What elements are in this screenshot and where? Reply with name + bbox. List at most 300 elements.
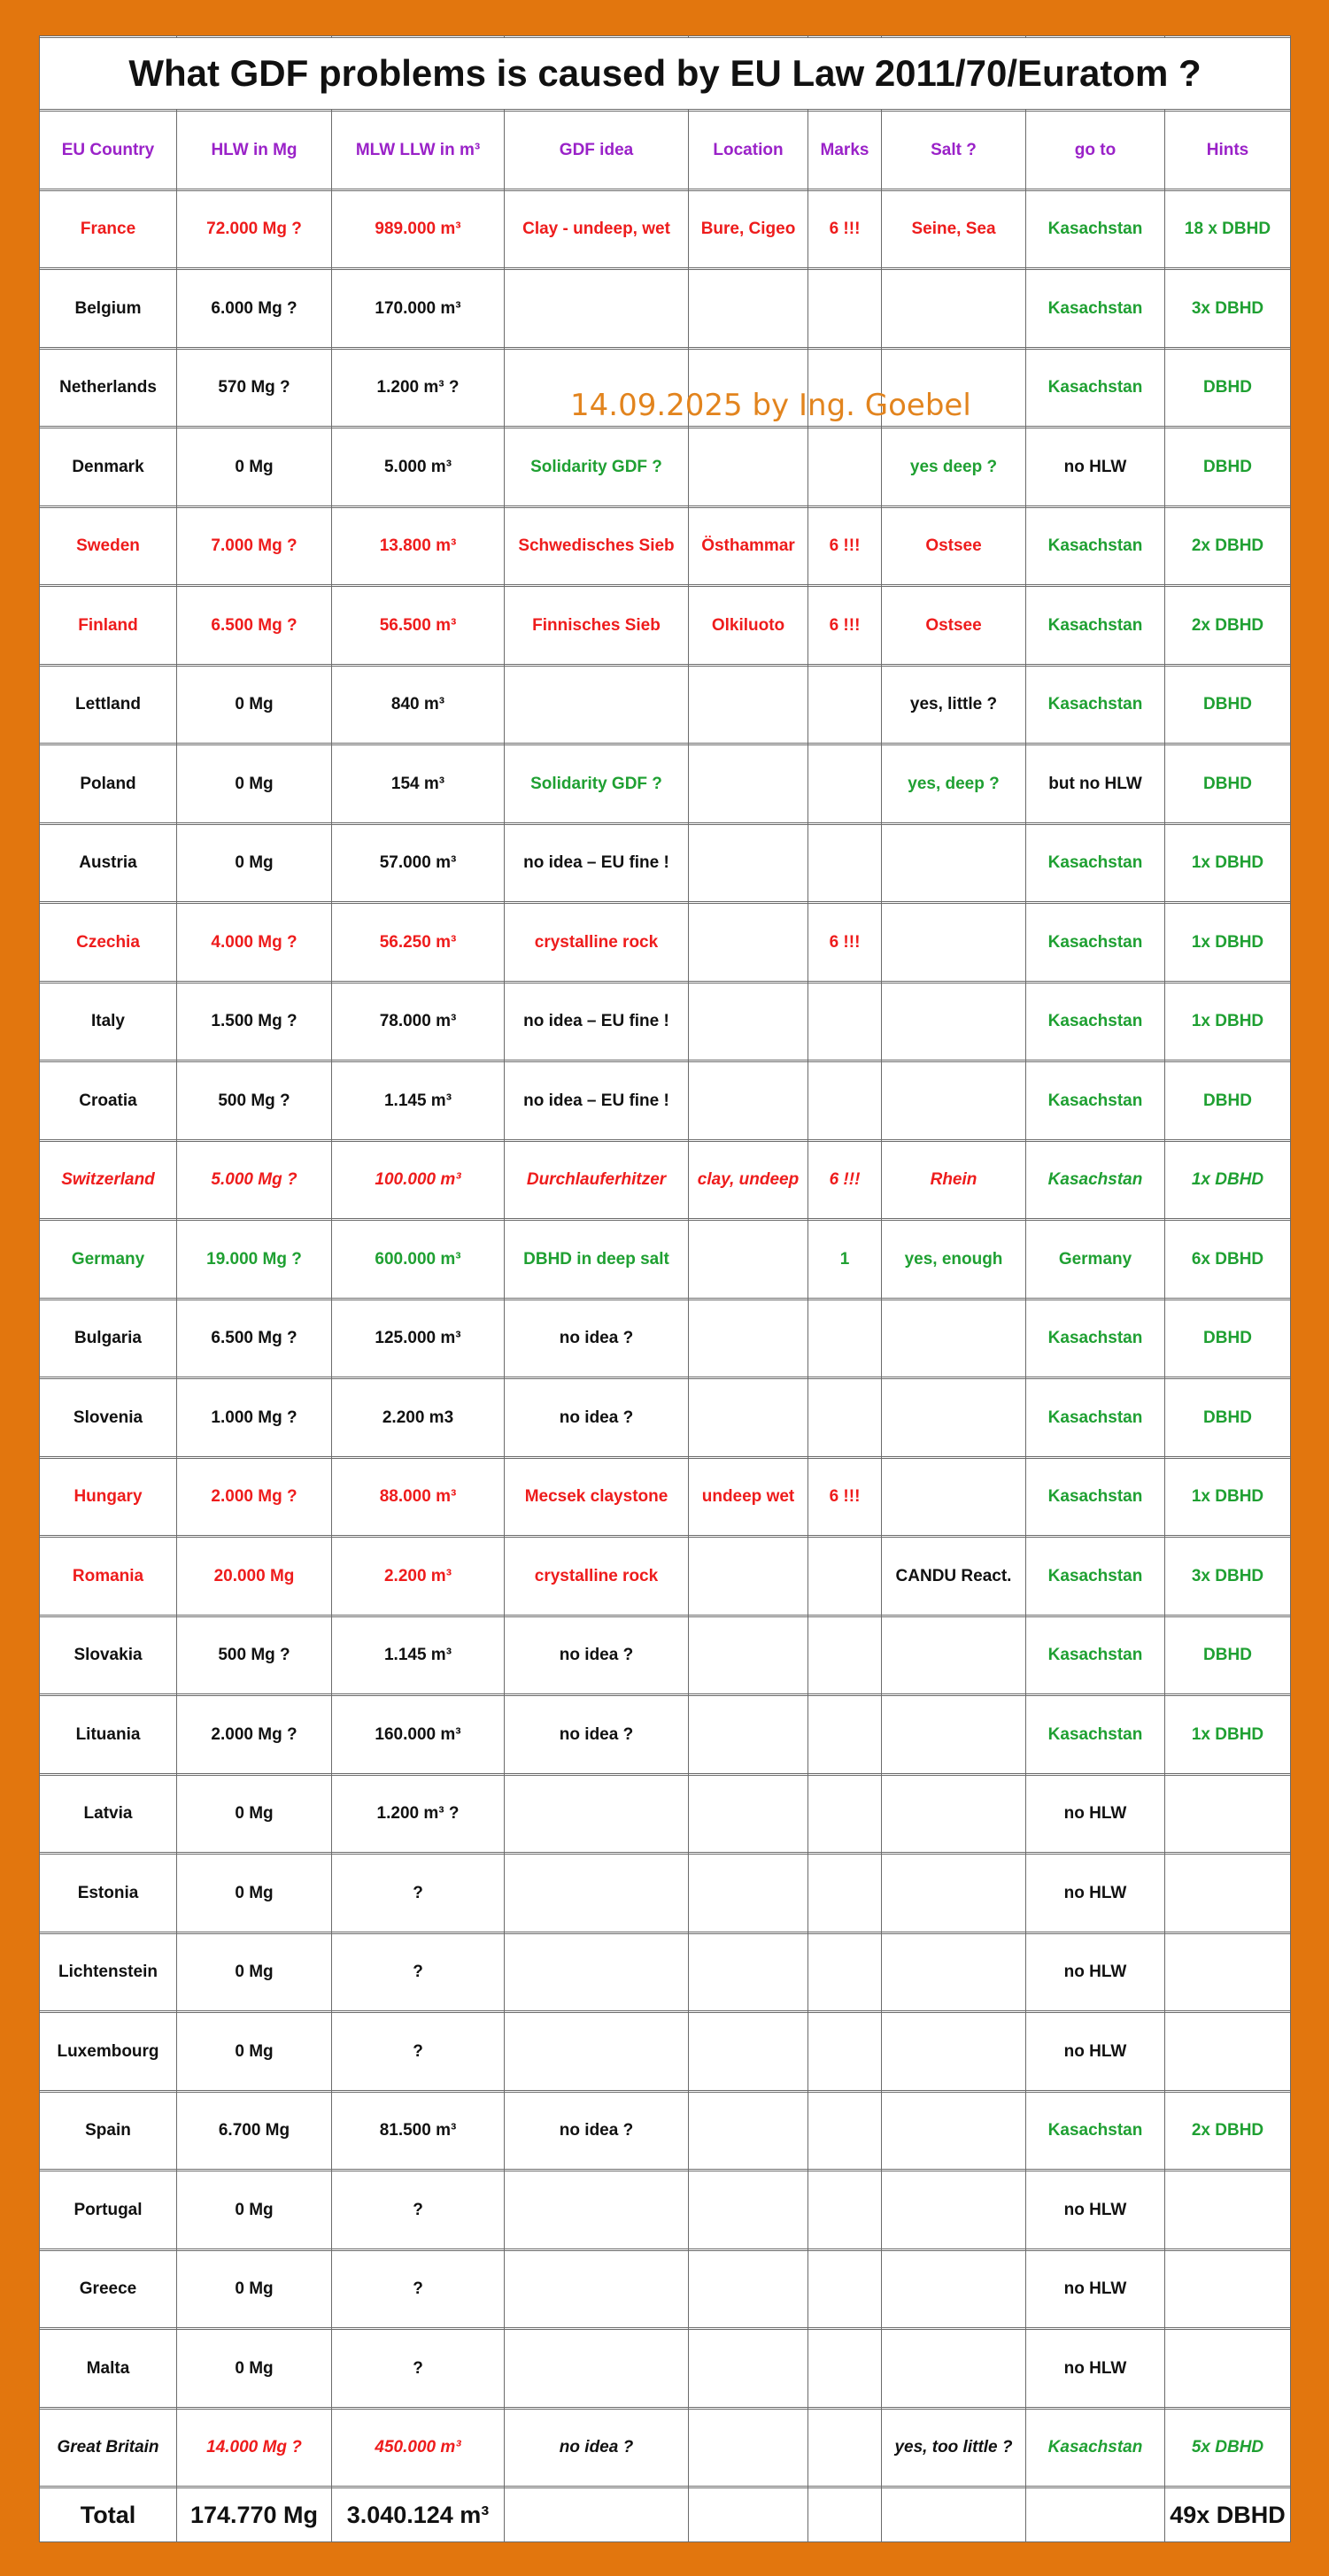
- cell-hlw-in-mg: 0 Mg: [177, 745, 332, 823]
- cell-mlw-llw-in-m: ?: [332, 1855, 505, 1932]
- cell-location: [689, 666, 808, 744]
- cell-mlw-llw-in-m: ?: [332, 2250, 505, 2328]
- cell-gdf-idea: [505, 2171, 689, 2249]
- cell-marks: 1: [808, 1221, 882, 1299]
- cell-hints: [1165, 2171, 1291, 2249]
- cell-location: clay, undeep: [689, 1141, 808, 1219]
- cell-hlw-in-mg: 570 Mg ?: [177, 349, 332, 427]
- cell-salt: [882, 1379, 1026, 1457]
- cell-go-to: Kasachstan: [1026, 1062, 1165, 1140]
- cell-salt: [882, 2092, 1026, 2170]
- cell-marks: [808, 1300, 882, 1377]
- cell-mlw-llw-in-m: 2.200 m3: [332, 1379, 505, 1457]
- cell-hints: 1x DBHD: [1165, 983, 1291, 1060]
- table-row-spain: [40, 2092, 1291, 2170]
- cell-marks: 6 !!!: [808, 1458, 882, 1536]
- cell-salt: [882, 2330, 1026, 2408]
- cell-mlw-llw-in-m: 5.000 m³: [332, 428, 505, 506]
- cell-hlw-in-mg: 2.000 Mg ?: [177, 1696, 332, 1774]
- cell-gdf-idea: crystalline rock: [505, 904, 689, 982]
- cell-marks: [808, 2330, 882, 2408]
- cell-go-to: Kasachstan: [1026, 1616, 1165, 1694]
- cell-hints: DBHD: [1165, 666, 1291, 744]
- cell-salt: [882, 1855, 1026, 1932]
- country-cell: Greece: [40, 2250, 177, 2328]
- cell-mlw-llw-in-m: 1.200 m³ ?: [332, 349, 505, 427]
- cell-hlw-in-mg: 7.000 Mg ?: [177, 507, 332, 585]
- cell-location: Olkiluoto: [689, 587, 808, 665]
- cell-hlw-in-mg: 6.700 Mg: [177, 2092, 332, 2170]
- cell-salt: Rhein: [882, 1141, 1026, 1219]
- cell-mlw-llw-in-m: 1.145 m³: [332, 1616, 505, 1694]
- table-row-switzerland: [40, 1141, 1291, 1219]
- column-header-marks: Marks: [808, 112, 882, 189]
- cell-go-to: Kasachstan: [1026, 1141, 1165, 1219]
- cell-mlw-llw-in-m: 160.000 m³: [332, 1696, 505, 1774]
- cell-hints: 2x DBHD: [1165, 587, 1291, 665]
- cell-mlw-llw-in-m: 88.000 m³: [332, 1458, 505, 1536]
- cell-gdf-idea: Solidarity GDF ?: [505, 745, 689, 823]
- cell-hlw-in-mg: 0 Mg: [177, 2250, 332, 2328]
- cell-hints: 5x DBHD: [1165, 2409, 1291, 2487]
- column-header-hints: Hints: [1165, 112, 1291, 189]
- cell-location: [689, 1933, 808, 2011]
- cell-marks: [808, 2171, 882, 2249]
- cell-marks: [808, 983, 882, 1060]
- table-row-finland: [40, 587, 1291, 665]
- cell-salt: yes, enough: [882, 1221, 1026, 1299]
- empty-cell: [882, 2488, 1026, 2542]
- cell-marks: 6 !!!: [808, 587, 882, 665]
- cell-marks: [808, 2409, 882, 2487]
- cell-marks: [808, 1696, 882, 1774]
- cell-gdf-idea: no idea ?: [505, 1616, 689, 1694]
- cell-hints: [1165, 1933, 1291, 2011]
- cell-hints: 1x DBHD: [1165, 1141, 1291, 1219]
- column-header-salt: Salt ?: [882, 112, 1026, 189]
- country-cell: Spain: [40, 2092, 177, 2170]
- page-title: What GDF problems is caused by EU Law 2011/70/Euratom ?: [40, 38, 1291, 110]
- cell-gdf-idea: Mecsek claystone: [505, 1458, 689, 1536]
- cell-hints: DBHD: [1165, 428, 1291, 506]
- cell-salt: Seine, Sea: [882, 190, 1026, 268]
- cell-mlw-llw-in-m: 1.200 m³ ?: [332, 1775, 505, 1853]
- cell-go-to: Kasachstan: [1026, 587, 1165, 665]
- cell-location: [689, 1616, 808, 1694]
- cell-location: [689, 1062, 808, 1140]
- total-mlw: 3.040.124 m³: [332, 2488, 505, 2542]
- cell-hints: 6x DBHD: [1165, 1221, 1291, 1299]
- country-cell: Finland: [40, 587, 177, 665]
- cell-location: [689, 1538, 808, 1616]
- cell-hlw-in-mg: 500 Mg ?: [177, 1062, 332, 1140]
- cell-salt: [882, 2250, 1026, 2328]
- header-row: [40, 112, 1291, 189]
- country-cell: Lettland: [40, 666, 177, 744]
- country-cell: Switzerland: [40, 1141, 177, 1219]
- cell-gdf-idea: DBHD in deep salt: [505, 1221, 689, 1299]
- country-cell: Lituania: [40, 1696, 177, 1774]
- country-cell: Great Britain: [40, 2409, 177, 2487]
- cell-hints: DBHD: [1165, 1616, 1291, 1694]
- column-header-go-to: go to: [1026, 112, 1165, 189]
- cell-marks: [808, 1062, 882, 1140]
- table-row-slovakia: [40, 1616, 1291, 1694]
- table-row-great-britain: [40, 2409, 1291, 2487]
- cell-hlw-in-mg: 6.000 Mg ?: [177, 270, 332, 348]
- table-row-czechia: [40, 904, 1291, 982]
- cell-hlw-in-mg: 5.000 Mg ?: [177, 1141, 332, 1219]
- country-cell: Czechia: [40, 904, 177, 982]
- cell-hlw-in-mg: 4.000 Mg ?: [177, 904, 332, 982]
- cell-hlw-in-mg: 0 Mg: [177, 2171, 332, 2249]
- cell-salt: Ostsee: [882, 587, 1026, 665]
- cell-go-to: no HLW: [1026, 2013, 1165, 2091]
- cell-location: [689, 2013, 808, 2091]
- cell-salt: CANDU React.: [882, 1538, 1026, 1616]
- total-label: Total: [40, 2488, 177, 2542]
- gdf-table: [39, 35, 1291, 2542]
- cell-go-to: Kasachstan: [1026, 983, 1165, 1060]
- table-row-romania: [40, 1538, 1291, 1616]
- cell-location: [689, 1775, 808, 1853]
- cell-location: [689, 904, 808, 982]
- country-cell: Germany: [40, 1221, 177, 1299]
- cell-marks: [808, 2013, 882, 2091]
- cell-hints: [1165, 1855, 1291, 1932]
- cell-hints: 1x DBHD: [1165, 1696, 1291, 1774]
- cell-mlw-llw-in-m: 1.145 m³: [332, 1062, 505, 1140]
- cell-salt: Ostsee: [882, 507, 1026, 585]
- cell-location: [689, 2092, 808, 2170]
- cell-salt: [882, 2171, 1026, 2249]
- cell-marks: [808, 2250, 882, 2328]
- cell-mlw-llw-in-m: 170.000 m³: [332, 270, 505, 348]
- cell-mlw-llw-in-m: ?: [332, 2013, 505, 2091]
- cell-location: [689, 2250, 808, 2328]
- cell-mlw-llw-in-m: 81.500 m³: [332, 2092, 505, 2170]
- country-cell: Latvia: [40, 1775, 177, 1853]
- cell-hlw-in-mg: 0 Mg: [177, 666, 332, 744]
- cell-mlw-llw-in-m: ?: [332, 1933, 505, 2011]
- cell-hints: 1x DBHD: [1165, 824, 1291, 902]
- country-cell: Malta: [40, 2330, 177, 2408]
- cell-gdf-idea: no idea ?: [505, 2409, 689, 2487]
- cell-hlw-in-mg: 1.000 Mg ?: [177, 1379, 332, 1457]
- cell-hlw-in-mg: 0 Mg: [177, 824, 332, 902]
- country-cell: Portugal: [40, 2171, 177, 2249]
- cell-location: [689, 1696, 808, 1774]
- cell-go-to: Germany: [1026, 1221, 1165, 1299]
- cell-go-to: no HLW: [1026, 1933, 1165, 2011]
- cell-marks: [808, 666, 882, 744]
- cell-hints: DBHD: [1165, 1379, 1291, 1457]
- cell-salt: [882, 904, 1026, 982]
- cell-salt: yes deep ?: [882, 428, 1026, 506]
- cell-gdf-idea: no idea – EU fine !: [505, 824, 689, 902]
- cell-go-to: no HLW: [1026, 428, 1165, 506]
- country-cell: Croatia: [40, 1062, 177, 1140]
- country-cell: Slovenia: [40, 1379, 177, 1457]
- cell-gdf-idea: [505, 2250, 689, 2328]
- cell-go-to: no HLW: [1026, 1855, 1165, 1932]
- country-cell: Bulgaria: [40, 1300, 177, 1377]
- cell-hlw-in-mg: 1.500 Mg ?: [177, 983, 332, 1060]
- cell-hints: 2x DBHD: [1165, 2092, 1291, 2170]
- column-header-hlw-in-mg: HLW in Mg: [177, 112, 332, 189]
- country-cell: Hungary: [40, 1458, 177, 1536]
- cell-hlw-in-mg: 500 Mg ?: [177, 1616, 332, 1694]
- cell-gdf-idea: [505, 1855, 689, 1932]
- country-cell: Belgium: [40, 270, 177, 348]
- cell-mlw-llw-in-m: 125.000 m³: [332, 1300, 505, 1377]
- cell-salt: yes, little ?: [882, 666, 1026, 744]
- cell-hints: [1165, 1775, 1291, 1853]
- cell-go-to: Kasachstan: [1026, 270, 1165, 348]
- cell-location: [689, 270, 808, 348]
- cell-marks: [808, 1616, 882, 1694]
- table-row-latvia: [40, 1775, 1291, 1853]
- cell-hints: DBHD: [1165, 1300, 1291, 1377]
- cell-hlw-in-mg: 0 Mg: [177, 1855, 332, 1932]
- country-cell: Romania: [40, 1538, 177, 1616]
- cell-hlw-in-mg: 2.000 Mg ?: [177, 1458, 332, 1536]
- cell-location: [689, 428, 808, 506]
- cell-hints: [1165, 2250, 1291, 2328]
- cell-hints: 1x DBHD: [1165, 1458, 1291, 1536]
- cell-marks: [808, 1855, 882, 1932]
- cell-gdf-idea: Schwedisches Sieb: [505, 507, 689, 585]
- country-cell: Netherlands: [40, 349, 177, 427]
- cell-location: Östhammar: [689, 507, 808, 585]
- cell-hints: DBHD: [1165, 1062, 1291, 1140]
- country-cell: Luxembourg: [40, 2013, 177, 2091]
- cell-mlw-llw-in-m: 56.500 m³: [332, 587, 505, 665]
- cell-gdf-idea: crystalline rock: [505, 1538, 689, 1616]
- cell-hlw-in-mg: 0 Mg: [177, 1933, 332, 2011]
- cell-hints: 1x DBHD: [1165, 904, 1291, 982]
- cell-hints: [1165, 2330, 1291, 2408]
- cell-salt: [882, 1062, 1026, 1140]
- cell-salt: [882, 1933, 1026, 2011]
- cell-go-to: no HLW: [1026, 2330, 1165, 2408]
- cell-go-to: Kasachstan: [1026, 2409, 1165, 2487]
- cell-mlw-llw-in-m: 989.000 m³: [332, 190, 505, 268]
- cell-hlw-in-mg: 0 Mg: [177, 1775, 332, 1853]
- cell-go-to: Kasachstan: [1026, 1538, 1165, 1616]
- cell-go-to: Kasachstan: [1026, 1696, 1165, 1774]
- total-hlw: 174.770 Mg: [177, 2488, 332, 2542]
- cell-gdf-idea: no idea – EU fine !: [505, 983, 689, 1060]
- cell-salt: [882, 270, 1026, 348]
- cell-salt: [882, 1458, 1026, 1536]
- cell-go-to: Kasachstan: [1026, 349, 1165, 427]
- table-row-estonia: [40, 1855, 1291, 1932]
- cell-marks: 6 !!!: [808, 1141, 882, 1219]
- cell-hlw-in-mg: 0 Mg: [177, 428, 332, 506]
- country-cell: Sweden: [40, 507, 177, 585]
- cell-go-to: Kasachstan: [1026, 190, 1165, 268]
- cell-location: [689, 1379, 808, 1457]
- cell-salt: [882, 349, 1026, 427]
- table-row-belgium: [40, 270, 1291, 348]
- total-row: [40, 2488, 1291, 2542]
- cell-location: [689, 2330, 808, 2408]
- cell-go-to: no HLW: [1026, 1775, 1165, 1853]
- cell-marks: [808, 349, 882, 427]
- cell-mlw-llw-in-m: 840 m³: [332, 666, 505, 744]
- cell-marks: [808, 428, 882, 506]
- cell-gdf-idea: no idea – EU fine !: [505, 1062, 689, 1140]
- cell-salt: [882, 1775, 1026, 1853]
- cell-mlw-llw-in-m: ?: [332, 2171, 505, 2249]
- column-header-location: Location: [689, 112, 808, 189]
- table-row-luxembourg: [40, 2013, 1291, 2091]
- country-cell: Denmark: [40, 428, 177, 506]
- cell-location: [689, 2171, 808, 2249]
- empty-cell: [808, 2488, 882, 2542]
- cell-gdf-idea: [505, 2330, 689, 2408]
- table-row-lettland: [40, 666, 1291, 744]
- cell-hlw-in-mg: 6.500 Mg ?: [177, 587, 332, 665]
- cell-marks: [808, 1538, 882, 1616]
- cell-salt: [882, 1300, 1026, 1377]
- table-row-croatia: [40, 1062, 1291, 1140]
- cell-gdf-idea: Durchlauferhitzer: [505, 1141, 689, 1219]
- cell-marks: [808, 1379, 882, 1457]
- table-row-hungary: [40, 1458, 1291, 1536]
- table-row-sweden: [40, 507, 1291, 585]
- cell-gdf-idea: no idea ?: [505, 1300, 689, 1377]
- table-row-bulgaria: [40, 1300, 1291, 1377]
- table-row-greece: [40, 2250, 1291, 2328]
- cell-hints: 3x DBHD: [1165, 1538, 1291, 1616]
- cell-hlw-in-mg: 0 Mg: [177, 2013, 332, 2091]
- cell-go-to: Kasachstan: [1026, 904, 1165, 982]
- cell-hints: 2x DBHD: [1165, 507, 1291, 585]
- spreadsheet: [39, 35, 1290, 2542]
- cell-gdf-idea: no idea ?: [505, 2092, 689, 2170]
- cell-mlw-llw-in-m: 56.250 m³: [332, 904, 505, 982]
- country-cell: Austria: [40, 824, 177, 902]
- cell-location: undeep wet: [689, 1458, 808, 1536]
- cell-gdf-idea: Finnisches Sieb: [505, 587, 689, 665]
- table-row-poland: [40, 745, 1291, 823]
- cell-location: [689, 1300, 808, 1377]
- cell-hlw-in-mg: 19.000 Mg ?: [177, 1221, 332, 1299]
- cell-salt: yes, deep ?: [882, 745, 1026, 823]
- cell-go-to: Kasachstan: [1026, 1458, 1165, 1536]
- cell-hlw-in-mg: 0 Mg: [177, 2330, 332, 2408]
- table-row-portugal: [40, 2171, 1291, 2249]
- cell-mlw-llw-in-m: 450.000 m³: [332, 2409, 505, 2487]
- cell-location: [689, 2409, 808, 2487]
- cell-go-to: Kasachstan: [1026, 824, 1165, 902]
- cell-mlw-llw-in-m: 78.000 m³: [332, 983, 505, 1060]
- cell-marks: [808, 1933, 882, 2011]
- country-cell: Lichtenstein: [40, 1933, 177, 2011]
- cell-go-to: Kasachstan: [1026, 1300, 1165, 1377]
- cell-location: [689, 349, 808, 427]
- cell-go-to: Kasachstan: [1026, 2092, 1165, 2170]
- cell-gdf-idea: no idea ?: [505, 1696, 689, 1774]
- cell-marks: [808, 1775, 882, 1853]
- cell-go-to: Kasachstan: [1026, 507, 1165, 585]
- country-cell: France: [40, 190, 177, 268]
- cell-marks: 6 !!!: [808, 904, 882, 982]
- cell-gdf-idea: [505, 270, 689, 348]
- cell-hlw-in-mg: 6.500 Mg ?: [177, 1300, 332, 1377]
- cell-marks: [808, 2092, 882, 2170]
- column-header-eu-country: EU Country: [40, 112, 177, 189]
- cell-location: [689, 983, 808, 1060]
- column-header-mlw-llw-in-m: MLW LLW in m³: [332, 112, 505, 189]
- cell-hlw-in-mg: 72.000 Mg ?: [177, 190, 332, 268]
- cell-mlw-llw-in-m: 2.200 m³: [332, 1538, 505, 1616]
- cell-go-to: Kasachstan: [1026, 666, 1165, 744]
- table-row-austria: [40, 824, 1291, 902]
- table-row-netherlands: [40, 349, 1291, 427]
- author-stamp: 14.09.2025 by Ing. Goebel: [570, 388, 971, 423]
- cell-gdf-idea: [505, 1775, 689, 1853]
- table-row-slovenia: [40, 1379, 1291, 1457]
- cell-salt: [882, 824, 1026, 902]
- country-cell: Slovakia: [40, 1616, 177, 1694]
- cell-hlw-in-mg: 14.000 Mg ?: [177, 2409, 332, 2487]
- cell-location: [689, 1855, 808, 1932]
- cell-mlw-llw-in-m: 600.000 m³: [332, 1221, 505, 1299]
- cell-mlw-llw-in-m: ?: [332, 2330, 505, 2408]
- cell-mlw-llw-in-m: 154 m³: [332, 745, 505, 823]
- cell-hints: DBHD: [1165, 745, 1291, 823]
- column-header-gdf-idea: GDF idea: [505, 112, 689, 189]
- cell-location: [689, 824, 808, 902]
- table-row-denmark: [40, 428, 1291, 506]
- cell-hints: DBHD: [1165, 349, 1291, 427]
- cell-gdf-idea: [505, 2013, 689, 2091]
- cell-marks: 6 !!!: [808, 507, 882, 585]
- cell-gdf-idea: [505, 1933, 689, 2011]
- table-row-lichtenstein: [40, 1933, 1291, 2011]
- cell-hints: [1165, 2013, 1291, 2091]
- table-row-lituania: [40, 1696, 1291, 1774]
- title-row: [40, 38, 1291, 110]
- cell-marks: [808, 745, 882, 823]
- cell-gdf-idea: [505, 666, 689, 744]
- cell-mlw-llw-in-m: 57.000 m³: [332, 824, 505, 902]
- cell-marks: [808, 824, 882, 902]
- cell-go-to: but no HLW: [1026, 745, 1165, 823]
- cell-hints: 18 x DBHD: [1165, 190, 1291, 268]
- country-cell: Italy: [40, 983, 177, 1060]
- table-row-germany: [40, 1221, 1291, 1299]
- cell-location: Bure, Cigeo: [689, 190, 808, 268]
- country-cell: Poland: [40, 745, 177, 823]
- empty-cell: [505, 2488, 689, 2542]
- cell-marks: [808, 270, 882, 348]
- table-row-malta: [40, 2330, 1291, 2408]
- cell-hints: 3x DBHD: [1165, 270, 1291, 348]
- cell-salt: [882, 2013, 1026, 2091]
- cell-go-to: no HLW: [1026, 2171, 1165, 2249]
- cell-salt: yes, too little ?: [882, 2409, 1026, 2487]
- table-row-italy: [40, 983, 1291, 1060]
- cell-location: [689, 1221, 808, 1299]
- cell-mlw-llw-in-m: 13.800 m³: [332, 507, 505, 585]
- country-cell: Estonia: [40, 1855, 177, 1932]
- cell-gdf-idea: [505, 349, 689, 427]
- cell-marks: 6 !!!: [808, 190, 882, 268]
